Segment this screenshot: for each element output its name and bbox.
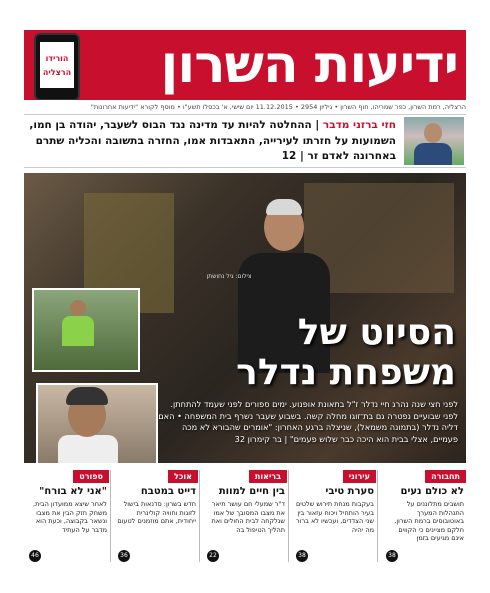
inset-photo-mother (36, 383, 158, 463)
app-badge-line2: הרצליה (42, 68, 72, 77)
section-tag: עירוני (343, 470, 376, 483)
hero-story[interactable] (24, 173, 466, 463)
hero-blurb: לפני חצי שנה נהרג חיי נדלר ז"ל בתאונת אופנוע. ימים ספורים לפני שעמד להתחתן. לפני שבועיים נפטרה גם בת־זוגו מחלה קשה. בשבוע שעבר נשרף בית המשפחה • האם דליה נדלר (בתמונה משמאל), שניצלה ברגע האחרון: "אומרים שהבורא לא מכה פעמיים, אצלי בבית הוא היכה כבר שלוש פעמים" | בר קימרון 32 (158, 399, 458, 444)
teaser-body: חדש בשרון: סדנאות בישול לזוגות וחוויה קולינרית ייחודית, אתם מוזמנים לטעום (117, 500, 196, 525)
app-badge-phone-icon[interactable] (34, 33, 80, 100)
page-number-badge: 22 (207, 550, 219, 562)
hero-headline (156, 313, 456, 393)
top-story-body: | ההחלטה להיות עד מדינה נגד הבוס לשעבר, יהודה בן חמו, השמועות על חזרתו לעירייה, התאבדות אמו, החזרה בתשובה והכליה שתרם באחרונה לאדם זר | 12 (29, 119, 396, 162)
column-divider (110, 470, 111, 562)
column-divider (288, 470, 289, 562)
teaser-body: בעקבות מנחת תירוש שלטים בעיר הותחיל ויכוח עזאור בין שני הצדדים, ועכשיו לא ברור מה יהיה (295, 500, 374, 534)
page-number-badge: 38 (386, 550, 398, 562)
masthead (24, 30, 466, 100)
masthead-title: ידיעות השרון (160, 35, 458, 95)
newspaper-cover (24, 30, 466, 565)
teaser-column[interactable] (205, 470, 287, 562)
top-story-kicker: חזי ברזני מדבר (322, 119, 396, 131)
portrait-body (414, 143, 452, 165)
top-story-strip[interactable] (24, 114, 466, 168)
hero-headline-line1: הסיוט של (297, 312, 456, 353)
teaser-headline: סערת טיבי (325, 486, 374, 497)
issue-info-bar: הרצליה, רמת השרון, כפר שמריהו, חוף השרון • גיליון 2954 • 11.12.2015 יום שישי, א' בכסלו תשע"ו • מוסף לקורא "ידיעות אחרונות" (90, 103, 466, 111)
column-divider (377, 470, 378, 562)
teaser-headline: לא כולם נעים (400, 486, 464, 497)
phone-screen (40, 42, 74, 88)
teaser-headline: "אני לא בורח" (39, 486, 107, 497)
inset-mother-body (58, 435, 118, 463)
hero-headline-line2: משפחת נדלר (236, 352, 456, 393)
teaser-headline: בין חיים למוות (218, 486, 285, 497)
photo-credit: צילום: גיל נחושתן (206, 273, 252, 280)
inset-photo-motorcyclist (32, 288, 140, 372)
portrait-head (424, 123, 442, 143)
section-tag: ספורט (73, 470, 109, 483)
teaser-column[interactable] (294, 470, 376, 562)
teaser-column[interactable] (116, 470, 198, 562)
page-number-badge: 36 (118, 550, 130, 562)
section-tag: בריאות (249, 470, 287, 483)
top-story-text (28, 118, 396, 166)
teaser-columns (24, 470, 466, 562)
teaser-body: לאחר שיצא ממועדון הבית, משחק חזק הבין את מצבו ונשאר בקבוצה, וכעת הוא מדבר על העתיד (33, 500, 107, 534)
page-number-badge: 46 (29, 550, 41, 562)
page-number-badge: 38 (296, 550, 308, 562)
teaser-body: תושבים מתלוננים על התנהלות המערך באוטובוסים ברמת השרון, חלקם מציינים כי הקווים אינם מגיעים בזמן (394, 500, 464, 542)
teaser-headline: דייט במטבח (140, 486, 196, 497)
top-story-photo (404, 117, 464, 165)
section-tag: אוכל (168, 470, 198, 483)
inset-person-head (70, 300, 86, 316)
inset-mother-hair (66, 387, 108, 405)
section-tag: תחבורה (425, 470, 466, 483)
teaser-column[interactable] (384, 470, 466, 562)
inset-person-body (62, 316, 94, 346)
app-badge-line1: הורידו (45, 54, 69, 63)
teaser-column[interactable] (27, 470, 109, 562)
man-hair (266, 199, 302, 215)
column-divider (199, 470, 200, 562)
teaser-body: ד"ר שמעלי חם עושר תיאר את מצבו המסובך של אמו שנלקחה לבית החולים ואת תהליך הטיפול בה (211, 500, 285, 534)
